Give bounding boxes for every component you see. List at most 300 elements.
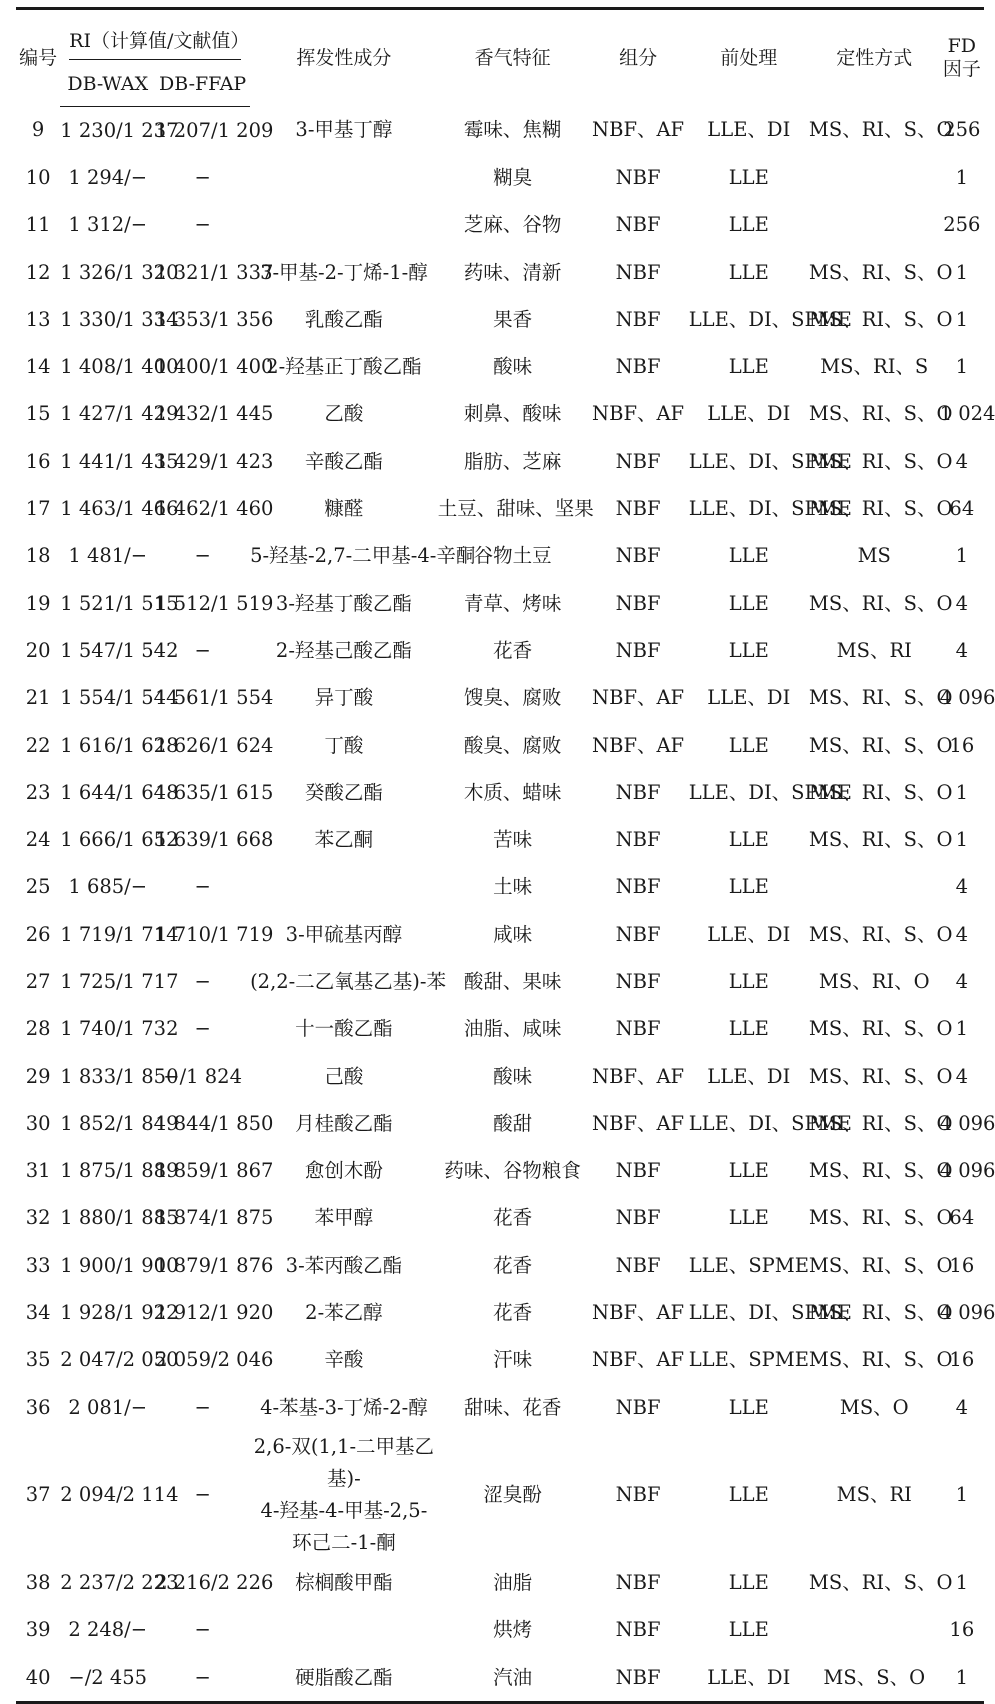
table-row	[16, 911, 984, 958]
compound-name-line: 3-苯丙酸乙酯	[285, 1253, 403, 1277]
cell-compound	[250, 816, 438, 863]
cell-aroma: 霉味、焦糊	[463, 118, 562, 142]
cell-index: 24	[25, 828, 51, 852]
cell-identification	[809, 202, 940, 249]
cell-fraction: NBF	[615, 875, 661, 899]
cell-identification: MS、RI、S、O	[808, 1301, 953, 1325]
table-row	[16, 1100, 984, 1147]
cell-pretreatment: LLE	[728, 591, 769, 615]
cell-pretreatment: LLE、DI	[707, 1665, 791, 1689]
cell-index: 11	[25, 213, 51, 237]
cell-identification: MS、RI、S、O	[808, 260, 953, 284]
cell-identification: MS、RI、S、O	[808, 1111, 953, 1135]
cell-ri-db-wax: 1 427/1 429	[60, 402, 179, 426]
cell-aroma: 药味、清新	[463, 260, 562, 284]
cell-ri-db-wax: 1 900/1 900	[60, 1253, 179, 1277]
cell-compound	[250, 1431, 438, 1559]
cell-pretreatment: LLE	[728, 1159, 769, 1183]
table-row	[16, 864, 984, 911]
cell-compound	[250, 958, 446, 1005]
cell-compound	[250, 485, 438, 532]
cell-pretreatment: LLE	[728, 1206, 769, 1230]
cell-fraction: NBF	[615, 355, 661, 379]
compound-name-line: 2-羟基正丁酸乙酯	[266, 355, 422, 379]
cell-index: 14	[25, 355, 51, 379]
table-row	[16, 1559, 984, 1606]
cell-aroma: 花香	[493, 1301, 533, 1325]
cell-index: 36	[25, 1395, 51, 1419]
cell-aroma: 花香	[493, 638, 533, 662]
cell-ri-db-ffap: 1 639/1 668	[155, 828, 274, 852]
cell-ri-db-wax: 1 294/−	[68, 165, 148, 189]
cell-fraction: NBF、AF	[592, 118, 685, 142]
cell-identification: MS、RI、S	[820, 355, 929, 379]
table-row	[16, 485, 984, 532]
cell-ri-db-ffap: 1 321/1 337	[155, 260, 274, 284]
cell-fraction: NBF	[615, 449, 661, 473]
cell-index: 13	[25, 307, 51, 331]
cell-pretreatment: LLE	[728, 260, 769, 284]
compound-name-line: 癸酸乙酯	[304, 780, 383, 804]
cell-ri-db-ffap: −	[194, 969, 211, 993]
cell-aroma: 花香	[493, 1206, 533, 1230]
cell-index: 35	[25, 1348, 51, 1372]
cell-fraction: NBF、AF	[592, 1348, 685, 1372]
cell-index: 37	[25, 1483, 51, 1507]
table-row	[16, 1654, 984, 1703]
table-row	[16, 296, 984, 343]
table-row	[16, 1148, 984, 1195]
cell-ri-db-ffap: 1 626/1 624	[155, 733, 274, 757]
header-aroma: 香气特征	[474, 46, 551, 69]
cell-compound	[250, 722, 438, 769]
table-row	[16, 627, 984, 674]
cell-identification: MS、O	[839, 1395, 909, 1419]
cell-ri-db-wax: 1 725/1 717	[60, 969, 179, 993]
cell-identification	[809, 154, 940, 201]
cell-ri-db-ffap: 1 635/1 615	[155, 780, 274, 804]
cell-pretreatment: LLE、DI	[707, 118, 791, 142]
cell-aroma: 酸甜、果味	[463, 969, 562, 993]
table-row	[16, 1431, 984, 1559]
cell-ri-db-ffap: 1 400/1 400	[155, 355, 274, 379]
cell-fd-factor: 4	[955, 638, 969, 662]
cell-identification: MS、RI、S、O	[808, 591, 953, 615]
cell-aroma: 果香	[493, 307, 533, 331]
table-row	[16, 722, 984, 769]
cell-fraction: NBF	[615, 1253, 661, 1277]
cell-ri-db-ffap: 1 912/1 920	[155, 1301, 274, 1325]
cell-fd-factor: 1	[955, 1017, 969, 1041]
cell-fd-factor: 4 096	[939, 686, 995, 710]
cell-ri-db-ffap: −	[194, 165, 211, 189]
cell-identification: MS、RI、S、O	[808, 733, 953, 757]
table-row	[16, 1053, 984, 1100]
cell-compound	[250, 580, 438, 627]
cell-pretreatment: LLE、DI	[707, 922, 791, 946]
cell-fraction: NBF	[615, 497, 661, 521]
cell-fraction: NBF	[615, 780, 661, 804]
cell-identification: MS	[857, 544, 891, 568]
cell-fd-factor: 1 024	[939, 402, 995, 426]
cell-ri-db-wax: 1 880/1 885	[60, 1206, 179, 1230]
compound-name-line: 3-甲硫基丙醇	[285, 922, 403, 946]
cell-pretreatment: LLE	[728, 638, 769, 662]
compound-name-line: 异丁酸	[314, 686, 374, 710]
compound-name-line: 2,6-双(1,1-二甲基乙基)-	[253, 1435, 435, 1491]
table-row	[16, 675, 984, 722]
cell-ri-db-wax: −/2 455	[68, 1665, 148, 1689]
cell-fraction: NBF、AF	[592, 733, 685, 757]
cell-ri-db-wax: 2 237/2 223	[60, 1570, 179, 1594]
cell-compound	[250, 911, 438, 958]
cell-pretreatment: LLE	[728, 544, 769, 568]
compound-name-line: 辛酸	[324, 1348, 364, 1372]
cell-index: 38	[25, 1570, 51, 1594]
cell-ri-db-wax: 1 666/1 652	[60, 828, 179, 852]
cell-fd-factor: 1	[955, 1665, 969, 1689]
cell-index: 31	[25, 1159, 51, 1183]
cell-ri-db-ffap: −	[194, 1395, 211, 1419]
cell-compound	[250, 1242, 438, 1289]
table-row	[16, 1337, 984, 1384]
header-ri-group	[60, 9, 250, 63]
cell-ri-db-ffap: 1 561/1 554	[155, 686, 274, 710]
compound-name-line: 环己二-1-酮	[292, 1531, 396, 1555]
cell-identification	[809, 864, 940, 911]
cell-pretreatment: LLE	[728, 1618, 769, 1642]
cell-identification: MS、RI、S、O	[808, 1570, 953, 1594]
cell-identification: MS、RI、S、O	[808, 922, 953, 946]
header-fd-factor	[940, 9, 984, 107]
cell-fraction: NBF	[615, 922, 661, 946]
cell-fraction: NBF	[615, 1017, 661, 1041]
cell-ri-db-wax: 1 547/1 542	[60, 638, 179, 662]
cell-pretreatment: LLE、SPME	[688, 1348, 810, 1372]
cell-fd-factor: 1	[955, 307, 969, 331]
cell-index: 23	[25, 780, 51, 804]
cell-fd-factor: 4	[955, 449, 969, 473]
cell-fraction: NBF	[615, 1395, 661, 1419]
cell-identification: MS、RI、S、O	[808, 449, 953, 473]
table-row	[16, 249, 984, 296]
table-row	[16, 533, 984, 580]
cell-index: 21	[25, 686, 51, 710]
cell-index: 29	[25, 1064, 51, 1088]
cell-fd-factor: 4	[955, 1064, 969, 1088]
header-index: 编号	[19, 46, 58, 69]
cell-ri-db-wax: 2 081/−	[68, 1395, 148, 1419]
cell-pretreatment: LLE	[728, 1483, 769, 1507]
cell-identification: MS、RI、S、O	[808, 1159, 953, 1183]
cell-fraction: NBF	[615, 544, 661, 568]
compound-name-line: 月桂酸乙酯	[295, 1111, 393, 1135]
cell-ri-db-ffap: −	[194, 875, 211, 899]
cell-ri-db-ffap: 1 859/1 867	[155, 1159, 274, 1183]
cell-fraction: NBF	[615, 1159, 661, 1183]
cell-pretreatment: LLE	[728, 1570, 769, 1594]
cell-aroma: 酸味	[493, 1064, 533, 1088]
header-fraction: 组分	[619, 46, 658, 69]
header-row-1	[16, 9, 984, 63]
cell-index: 32	[25, 1206, 51, 1230]
cell-index: 22	[25, 733, 51, 757]
cell-aroma: 酸味	[493, 355, 533, 379]
cell-compound	[250, 627, 438, 674]
cell-pretreatment: LLE	[728, 1395, 769, 1419]
cell-identification: MS、RI、S、O	[808, 1206, 953, 1230]
header-fd-line2: 因子	[942, 58, 981, 81]
cell-ri-db-ffap: 1 874/1 875	[155, 1206, 274, 1230]
cell-identification: MS、RI、S、O	[808, 307, 953, 331]
cell-fd-factor: 1	[955, 544, 969, 568]
cell-identification: MS、RI、S、O	[808, 1253, 953, 1277]
cell-fd-factor: 16	[949, 733, 975, 757]
cell-fd-factor: 4	[955, 591, 969, 615]
cell-fraction: NBF	[615, 260, 661, 284]
cell-pretreatment: LLE、DI、SPME	[688, 1301, 852, 1325]
cell-ri-db-wax: 1 833/1 850	[60, 1064, 179, 1088]
cell-fraction: NBF、AF	[592, 686, 685, 710]
compound-name-line: 愈创木酚	[304, 1159, 383, 1183]
cell-ri-db-ffap: −	[194, 213, 211, 237]
compound-name-line: 十一酸乙酯	[295, 1017, 393, 1041]
cell-ri-db-ffap: 1 207/1 209	[155, 118, 274, 142]
cell-compound	[250, 107, 438, 155]
cell-fraction: NBF	[615, 1665, 661, 1689]
cell-ri-db-wax: 1 408/1 400	[60, 355, 179, 379]
cell-identification: MS、RI、S、O	[808, 686, 953, 710]
cell-pretreatment: LLE、DI、SPME	[688, 307, 852, 331]
cell-identification: MS、RI、S、O	[808, 1064, 953, 1088]
table-row	[16, 1289, 984, 1336]
cell-identification: MS、RI、S、O	[808, 497, 953, 521]
cell-identification: MS、RI、S、O	[808, 780, 953, 804]
compound-name-line: 丁酸	[324, 733, 364, 757]
cell-compound	[250, 1607, 438, 1654]
cell-ri-db-wax: 1 875/1 889	[60, 1159, 179, 1183]
cell-fd-factor: 16	[949, 1348, 975, 1372]
cell-aroma: 药味、谷物粮食	[444, 1159, 581, 1183]
cell-index: 27	[25, 969, 51, 993]
cell-index: 10	[25, 165, 51, 189]
cell-ri-db-ffap: 1 353/1 356	[155, 307, 274, 331]
cell-fraction: NBF、AF	[592, 1064, 685, 1088]
cell-fraction: NBF	[615, 165, 661, 189]
compound-name-line: 3-羟基丁酸乙酯	[275, 591, 412, 615]
cell-compound	[250, 343, 438, 390]
header-db-wax: DB-WAX	[60, 62, 155, 107]
cell-fraction: NBF	[615, 638, 661, 662]
cell-aroma: 涩臭酚	[483, 1483, 542, 1507]
cell-pretreatment: LLE、DI	[707, 1064, 791, 1088]
cell-ri-db-wax: 1 521/1 515	[60, 591, 179, 615]
cell-index: 17	[25, 497, 51, 521]
cell-ri-db-wax: 1 616/1 628	[60, 733, 179, 757]
cell-compound	[250, 1289, 438, 1336]
cell-ri-db-wax: 1 644/1 648	[60, 780, 179, 804]
table-row	[16, 769, 984, 816]
cell-fraction: NBF	[615, 1483, 661, 1507]
cell-compound	[250, 1148, 438, 1195]
compound-name-line: 5-羟基-2,7-二甲基-4-辛酮	[250, 544, 476, 568]
cell-identification: MS、RI、O	[818, 969, 930, 993]
cell-ri-db-wax: 1 740/1 732	[60, 1017, 179, 1041]
cell-compound	[250, 296, 438, 343]
cell-fraction: NBF	[615, 1618, 661, 1642]
cell-fd-factor: 16	[949, 1253, 975, 1277]
cell-ri-db-ffap: 1 429/1 423	[155, 449, 274, 473]
cell-ri-db-ffap: −	[194, 1483, 211, 1507]
table-row	[16, 154, 984, 201]
table-row	[16, 580, 984, 627]
header-compound: 挥发性成分	[296, 46, 392, 69]
cell-aroma: 油脂	[493, 1570, 533, 1594]
cell-pretreatment: LLE	[728, 969, 769, 993]
cell-aroma: 咸味	[493, 922, 533, 946]
cell-fd-factor: 64	[949, 1206, 975, 1230]
compound-name-line: 辛酸乙酯	[304, 449, 383, 473]
volatile-compounds-table	[16, 7, 995, 1704]
cell-pretreatment: LLE	[728, 733, 769, 757]
cell-identification: MS、RI、S、O	[808, 1348, 953, 1372]
cell-index: 9	[31, 118, 45, 142]
cell-identification: MS、RI	[836, 638, 912, 662]
header-db-ffap: DB-FFAP	[155, 62, 250, 107]
header-pretreatment: 前处理	[720, 46, 778, 69]
cell-ri-db-ffap: −	[194, 1017, 211, 1041]
compound-name-line: 棕榈酸甲酯	[295, 1570, 393, 1594]
header-fd-line1: FD	[947, 35, 977, 58]
cell-compound	[250, 1559, 438, 1606]
compound-name-line: 糠醛	[324, 497, 364, 521]
table-body	[16, 107, 995, 1703]
cell-identification: MS、RI、S、O	[808, 402, 953, 426]
cell-ri-db-wax: 1 326/1 320	[60, 260, 179, 284]
cell-fd-factor: 1	[955, 1483, 969, 1507]
cell-ri-db-ffap: 1 432/1 445	[155, 402, 274, 426]
cell-fd-factor: 4 096	[939, 1301, 995, 1325]
cell-pretreatment: LLE	[728, 213, 769, 237]
cell-index: 26	[25, 922, 51, 946]
table-row	[16, 438, 984, 485]
cell-index: 40	[25, 1665, 51, 1689]
cell-aroma: 脂肪、芝麻	[463, 449, 562, 473]
cell-aroma: 青草、烤味	[463, 591, 562, 615]
compound-name-line: 己酸	[324, 1064, 364, 1088]
cell-fd-factor: 1	[955, 165, 969, 189]
cell-fd-factor: 64	[949, 497, 975, 521]
cell-aroma: 苦味	[493, 828, 533, 852]
cell-ri-db-wax: 1 330/1 334	[60, 307, 179, 331]
cell-fd-factor: 4	[955, 1395, 969, 1419]
cell-identification: MS、RI、S、O	[808, 118, 953, 142]
table-row	[16, 202, 984, 249]
cell-fd-factor: 1	[955, 828, 969, 852]
cell-fd-factor: 1	[955, 1570, 969, 1594]
table-row	[16, 1006, 984, 1053]
table-row	[16, 1384, 984, 1431]
cell-ri-db-ffap: −	[194, 1618, 211, 1642]
cell-fraction: NBF、AF	[592, 1111, 685, 1135]
cell-index: 39	[25, 1618, 51, 1642]
cell-fd-factor: 1	[955, 260, 969, 284]
cell-fd-factor: 4	[955, 922, 969, 946]
cell-pretreatment: LLE、DI	[707, 686, 791, 710]
cell-ri-db-ffap: −	[194, 544, 211, 568]
cell-index: 18	[25, 544, 51, 568]
cell-aroma: 芝麻、谷物	[463, 213, 562, 237]
cell-compound	[250, 675, 438, 722]
cell-compound	[250, 1053, 438, 1100]
compound-name-line: 乳酸乙酯	[304, 307, 383, 331]
cell-pretreatment: LLE	[728, 165, 769, 189]
cell-compound	[250, 1195, 438, 1242]
cell-index: 19	[25, 591, 51, 615]
cell-fd-factor: 4 096	[939, 1111, 995, 1135]
cell-index: 33	[25, 1253, 51, 1277]
cell-fd-factor: 16	[949, 1618, 975, 1642]
compound-name-line: 3-甲基-2-丁烯-1-醇	[260, 260, 428, 284]
cell-aroma: 酸臭、腐败	[463, 733, 562, 757]
cell-pretreatment: LLE、SPME	[688, 1253, 810, 1277]
cell-fd-factor: 4	[955, 969, 969, 993]
cell-aroma: 汗味	[493, 1348, 533, 1372]
cell-fd-factor: 1	[955, 780, 969, 804]
compound-name-line: (2,2-二乙氧基乙基)-苯	[250, 969, 446, 993]
cell-aroma: 汽油	[493, 1665, 533, 1689]
compound-name-line: 3-甲基丁醇	[295, 118, 393, 142]
cell-pretreatment: LLE	[728, 828, 769, 852]
table-row	[16, 1195, 984, 1242]
table-row	[16, 391, 984, 438]
cell-compound	[250, 1006, 438, 1053]
table-row	[16, 107, 984, 155]
cell-fraction: NBF	[615, 213, 661, 237]
cell-identification: MS、RI、S、O	[808, 1017, 953, 1041]
cell-index: 15	[25, 402, 51, 426]
cell-fd-factor: 256	[943, 213, 981, 237]
cell-aroma: 刺鼻、酸味	[463, 402, 562, 426]
cell-ri-db-ffap: 1 710/1 719	[155, 922, 274, 946]
cell-fraction: NBF	[615, 828, 661, 852]
cell-ri-db-ffap: 2 216/2 226	[155, 1570, 274, 1594]
cell-ri-db-ffap: 1 844/1 850	[155, 1111, 274, 1135]
cell-aroma: 酸甜	[493, 1111, 533, 1135]
cell-ri-db-ffap: −/1 824	[163, 1064, 242, 1088]
cell-identification	[809, 1607, 940, 1654]
cell-aroma: 甜味、花香	[463, 1395, 562, 1419]
cell-fd-factor: 256	[943, 118, 981, 142]
table-row	[16, 958, 984, 1005]
cell-ri-db-ffap: 2 059/2 046	[155, 1348, 274, 1372]
cell-ri-db-wax: 2 047/2 050	[60, 1348, 179, 1372]
cell-aroma: 馊臭、腐败	[463, 686, 562, 710]
compound-name-line: 4-苯基-3-丁烯-2-醇	[260, 1395, 428, 1419]
cell-index: 28	[25, 1017, 51, 1041]
header-ri-group-label: RI（计算值/文献值）	[69, 30, 241, 60]
cell-ri-db-ffap: 1 512/1 519	[155, 591, 274, 615]
cell-compound	[250, 864, 438, 911]
compound-name-line: 2-苯乙醇	[305, 1301, 383, 1325]
cell-aroma: 木质、蜡味	[463, 780, 562, 804]
table-row	[16, 816, 984, 863]
cell-fraction: NBF	[615, 1206, 661, 1230]
cell-ri-db-wax: 1 554/1 544	[60, 686, 179, 710]
cell-compound	[250, 1337, 438, 1384]
cell-fd-factor: 4	[955, 875, 969, 899]
compound-name-line: 苯甲醇	[314, 1206, 374, 1230]
